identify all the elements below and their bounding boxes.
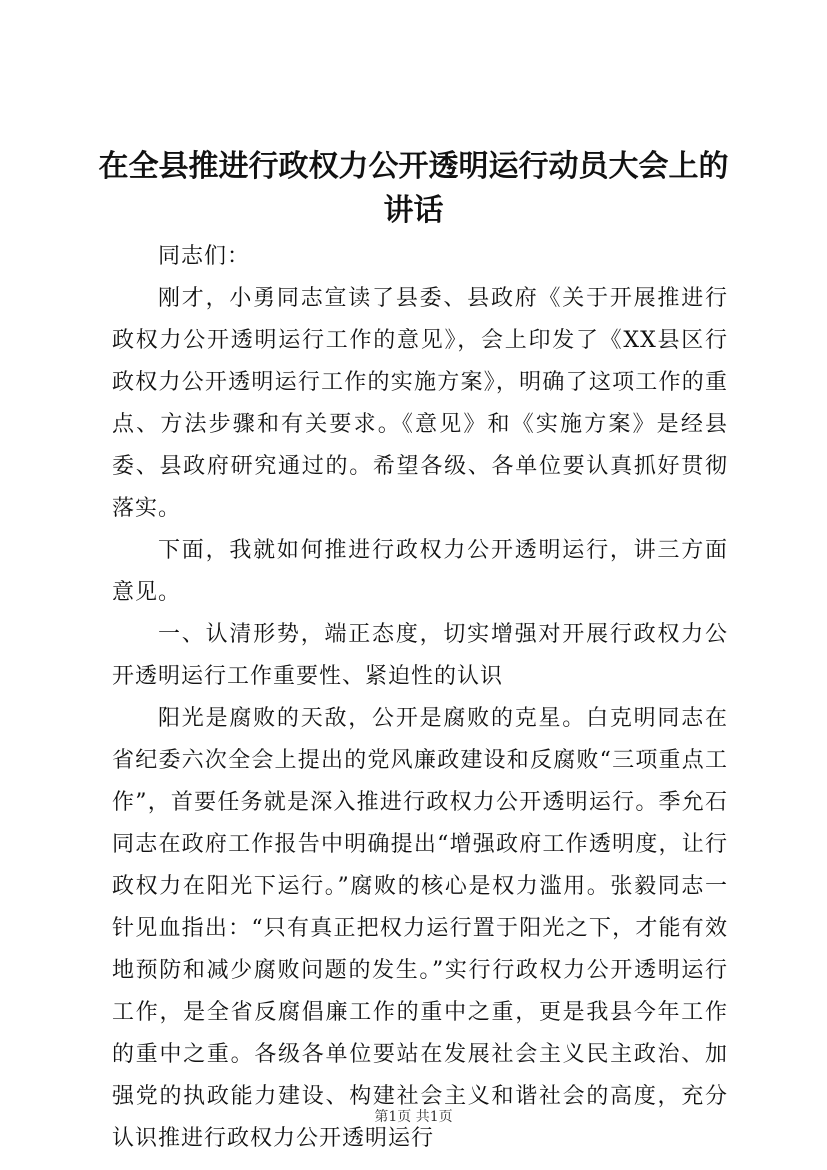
section-heading: 一、认清形势，端正态度，切实增强对开展行政权力公开透明运行工作重要性、紧迫性的认识 [112, 622, 728, 689]
body-paragraph: 下面，我就如何推进行政权力公开透明运行，讲三方面意见。 [112, 538, 728, 605]
document-title: 在全县推进行政权力公开透明运行动员大会上的讲话 [98, 149, 729, 228]
body-paragraph: 刚才，小勇同志宣读了县委、县政府《关于开展推进行政权力公开透明运行工作的意见》，会上印发了《XX县区行政权力公开透明运行工作的实施方案》，明确了这项工作的重点、方法步骤和有关要求。《意见》和《实施方案》是经县委、县政府研究通过的。希望各级、各单位要认真抓好贯彻落实。 [112, 286, 728, 521]
page-footer: 第1页 共1页 [374, 1109, 453, 1125]
document-body [112, 236, 728, 1160]
salutation-paragraph: 同志们： [158, 244, 251, 269]
body-paragraph: 阳光是腐败的天敌，公开是腐败的克星。白克明同志在省纪委六次全会上提出的党风廉政建设和反腐败“三项重点工作”，首要任务就是深入推进行政权力公开透明运行。季允石同志在政府工作报告中明确提出“增强政府工作透明度，让行政权力在阳光下运行。”腐败的核心是权力滥用。张毅同志一针见血指出：“只有真正把权力运行置于阳光之下，才能有效地预防和减少腐败问题的发生。”实行行政权力公开透明运行工作，是全省反腐倡廉工作的重中之重，更是我县今年工作的重中之重。各级各单位要站在发展社会主义民主政治、加强党的执政能力建设、构建社会主义和谐社会的高度，充分认识推进行政权力公开透明运行 [112, 706, 728, 1151]
